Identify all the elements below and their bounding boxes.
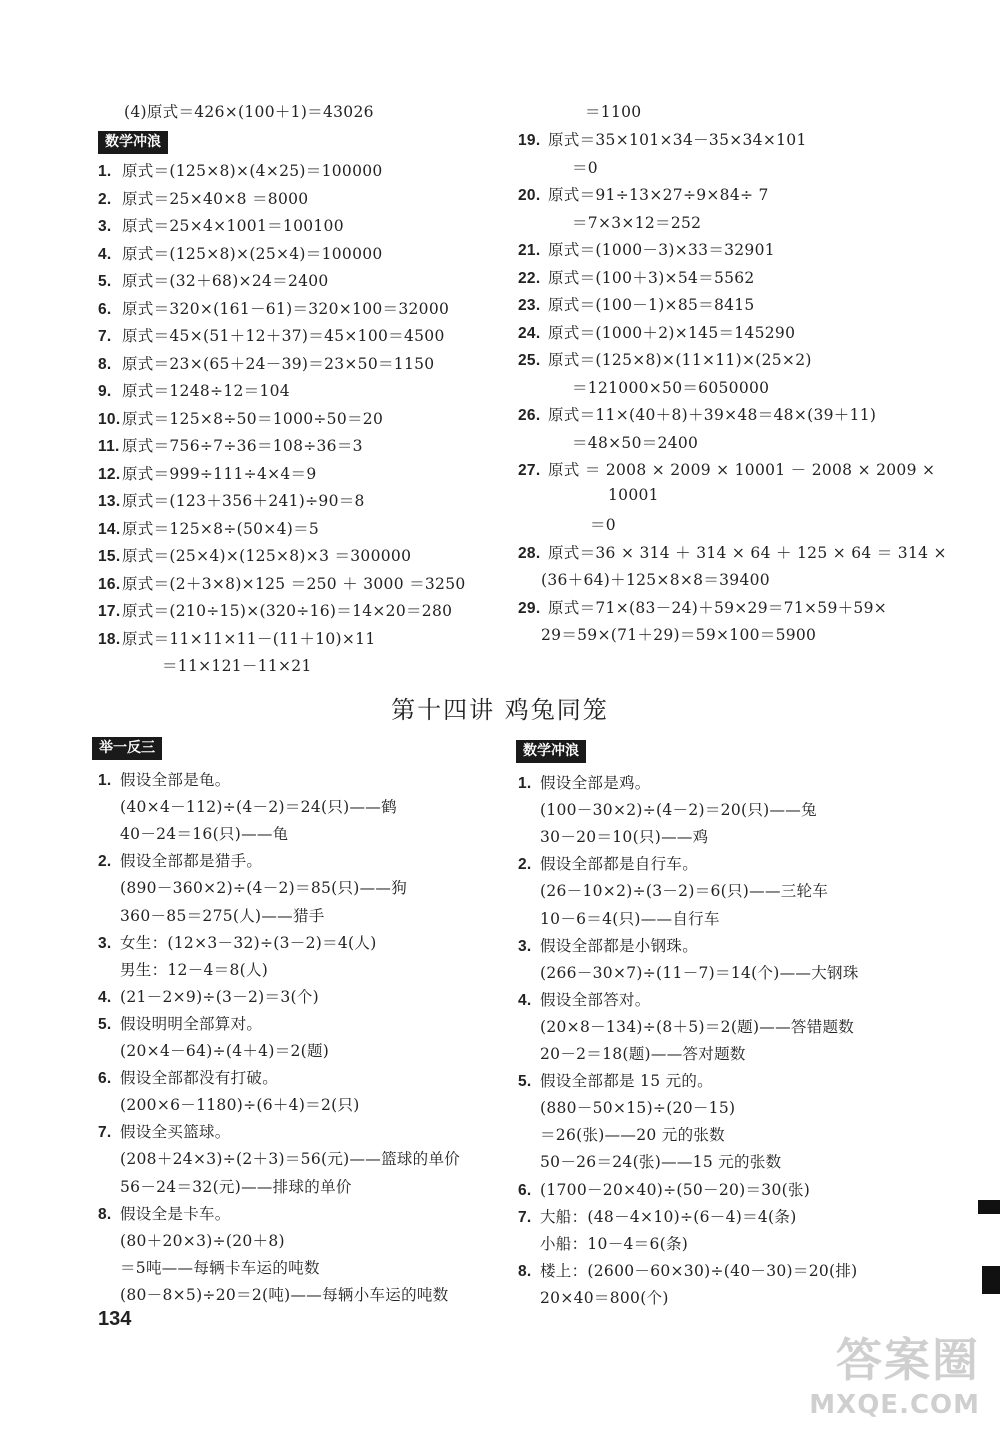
item-text: 原式＝(25×4)×(125×8)×3 ＝300000 [122,547,412,565]
item-text: 原式＝35×101×34－35×34×101 [548,131,807,149]
list-item [98,352,434,374]
item-number: 16. [98,575,121,593]
item-text: 56－24＝32(元)——排球的单价 [120,1177,352,1196]
item-text: (80－8×5)÷20＝2(吨)——每辆小车运的吨数 [120,1285,449,1304]
item-text: 原式＝(125×8)×(11×11)×(25×2) [548,351,812,369]
list-item [120,1093,360,1115]
item-text: 小船：10－4＝6(条) [540,1234,689,1253]
list-item [518,988,651,1010]
list-item [518,403,876,425]
item-text: ＝0 [572,158,598,177]
list-item [540,879,828,901]
item-text: 原式＝36 × 314 ＋ 314 × 64 ＋ 125 × 64 ＝ 314 × [548,543,947,562]
left-top-first-line: (4)原式＝426×(100＋1)＝43026 [124,103,374,121]
item-text: 原式＝23×(65＋24－39)＝23×50＝1150 [122,354,435,373]
item-number: 2. [98,853,112,871]
section-title: 第十四讲 鸡兔同笼 [391,696,609,724]
item-text: 原式 ＝ 2008 × 2009 × 10001 － 2008 × 2009 × [548,461,936,479]
item-text: 男生：12－4＝8(人) [120,960,269,979]
item-number: 9. [98,383,112,400]
page-number: 134 [98,1308,132,1330]
list-item [540,798,817,820]
item-text: 假设全是卡车。 [120,1204,231,1223]
item-text: 假设全部都是自行车。 [540,855,699,874]
list-item [518,293,755,315]
list-item [120,795,397,817]
list-item [540,1232,688,1254]
item-number: 2. [518,856,532,874]
item-number: 24. [518,324,541,342]
item-text: (20×8－134)÷(8＋5)＝2(题)——答错题数 [540,1017,855,1036]
watermark-url: MXQE.COM [809,1390,980,1420]
item-number: 25. [518,352,541,369]
item-text: 20×40＝800(个) [540,1288,669,1307]
list-item [518,458,935,480]
item-text: (890－360×2)÷(4－2)＝85(只)——狗 [120,879,408,898]
item-text: 原式＝1248÷12＝104 [122,382,290,400]
item-text: 假设全部都是小钢珠。 [540,936,699,955]
item-text: 女生：(12×3－32)÷(3－2)＝4(人) [120,933,377,952]
list-item [518,1205,797,1227]
item-number: 27. [518,462,541,479]
item-text: (36＋64)＋125×8×8＝39400 [541,571,770,589]
item-number: 21. [518,242,541,259]
item-number: 4. [98,988,112,1006]
list-item [98,159,383,181]
list-item [120,904,325,926]
list-item [98,407,383,429]
item-number: 12. [98,465,121,483]
item-number: 4. [98,245,112,263]
item-number: 5. [98,273,112,290]
list-item [98,242,383,264]
item-number: 10. [98,410,121,428]
item-text: 原式＝25×4×1001＝100100 [122,217,344,235]
item-number: 5. [518,1073,532,1091]
item-text: 30－20＝10(只)——鸡 [540,828,709,847]
list-item [98,849,262,871]
list-item [98,599,452,621]
item-text: 假设全部是鸡。 [540,774,651,792]
edge-mark-top [978,1200,1000,1214]
item-text: 原式＝999÷111÷4×4＝9 [122,464,317,483]
list-item [120,958,268,980]
list-item [518,541,947,563]
item-text: 假设全部都是猎手。 [120,852,263,871]
item-number: 5. [98,1015,112,1033]
list-item [120,1175,352,1197]
list-item [120,1147,460,1169]
item-number: 3. [518,937,532,955]
item-number: 6. [518,1181,532,1199]
item-text: 原式＝71×(83－24)＋59×29＝71×59＋59× [548,598,888,617]
left-top-cont-18: ＝11×121－11×21 [162,657,312,675]
item-number: 13. [98,493,121,510]
item-number: 3. [98,934,112,952]
item-text: 原式＝125×8÷(50×4)＝5 [122,519,320,538]
list-item [518,771,651,793]
list-item [98,187,308,209]
item-text: 29＝59×(71＋29)＝59×100＝5900 [541,626,817,644]
item-number: 6. [98,300,112,318]
item-text: 假设全部都没有打破。 [120,1069,279,1088]
item-number: 7. [98,1124,112,1142]
list-item [590,513,616,535]
item-text: 原式＝(125×8)×(4×25)＝100000 [122,162,383,180]
item-number: 8. [98,355,112,373]
item-text: (20×4－64)÷(4＋4)＝2(题) [120,1042,330,1060]
list-item [572,431,698,453]
item-text: ＝5吨——每辆卡车运的吨数 [120,1258,320,1277]
watermark [809,1324,980,1420]
item-text: (40×4－112)÷(4－2)＝24(只)——鹤 [120,798,397,817]
item-text: 原式＝756÷7÷36＝108÷36＝3 [122,437,363,455]
item-number: 7. [98,328,112,345]
item-number: 14. [98,520,121,538]
list-item [98,985,319,1007]
item-text: 10001 [608,485,659,504]
list-item [518,852,698,874]
section-tag-examples: 举一反三 [92,737,162,760]
item-text: ＝48×50＝2400 [572,433,699,452]
item-text: (200×6－1180)÷(6＋4)＝2(只) [120,1096,360,1115]
list-item [98,572,466,594]
list-item [98,1202,231,1224]
list-item [518,266,755,288]
list-item [540,961,859,983]
list-item [540,825,708,847]
item-number: 29. [518,599,541,617]
item-text: ＝121000×50＝6050000 [572,378,770,397]
list-item [98,324,445,346]
list-item [98,214,344,236]
list-item [120,822,288,844]
list-item [98,931,377,953]
item-text: 360－85＝275(人)——猎手 [120,906,325,925]
item-number: 17. [98,603,121,620]
item-number: 8. [518,1262,532,1280]
item-number: 26. [518,407,541,424]
item-text: 原式＝(100－1)×85＝8415 [548,296,755,314]
list-item [98,544,411,566]
item-text: 原式＝(2＋3×8)×125 ＝250 ＋ 3000 ＝3250 [122,574,466,593]
list-item [120,876,407,898]
item-text: ＝7×3×12＝252 [572,213,702,232]
item-text: (1700－20×40)÷(50－20)＝30(张) [540,1180,811,1199]
list-item [518,128,807,150]
item-text: 假设明明全部算对。 [120,1014,263,1033]
list-item [518,1259,858,1281]
list-item [540,1123,725,1145]
item-text: 假设全部都是 15 元的。 [540,1072,713,1091]
item-text: 原式＝91÷13×27÷9×84÷ 7 [548,186,769,204]
item-number: 1. [518,775,532,792]
item-text: 原式＝(125×8)×(25×4)＝100000 [122,244,383,263]
item-text: (21－2×9)÷(3－2)＝3(个) [120,987,319,1006]
list-item [572,156,598,178]
item-text: 40－24＝16(只)——龟 [120,825,289,844]
item-text: (208＋24×3)÷(2＋3)＝56(元)——篮球的单价 [120,1150,461,1169]
item-text: 原式＝320×(161－61)＝320×100＝32000 [122,299,450,318]
item-text: 20－2＝18(题)——答对题数 [540,1045,746,1063]
item-number: 11. [98,438,120,455]
item-number: 6. [98,1070,112,1088]
list-item [540,1042,746,1064]
item-text: 原式＝25×40×8 ＝8000 [122,189,309,208]
item-text: 原式＝(1000＋2)×145＝145290 [548,323,796,342]
list-item [120,1256,320,1278]
item-text: 假设全买篮球。 [120,1123,231,1142]
item-number: 20. [518,187,541,204]
item-text: 楼上：(2600－60×30)÷(40－30)＝20(排) [540,1261,858,1280]
item-number: 28. [518,544,541,562]
item-text: (80＋20×3)÷(20＋8) [120,1231,285,1250]
item-text: (880－50×15)÷(20－15) [540,1099,736,1118]
list-item [98,1012,262,1034]
item-text: (266－30×7)÷(11－7)＝14(个)——大钢珠 [540,963,859,982]
right-top-first-line: ＝1100 [585,103,642,121]
item-text: 原式＝11×11×11－(11＋10)×11 [122,629,376,648]
item-text: 原式＝(123＋356＋241)÷90＝8 [122,492,365,510]
item-text: 10－6＝4(只)——自行车 [540,909,720,928]
list-item [540,1286,669,1308]
item-text: 原式＝11×(40＋8)＋39×48＝48×(39＋11) [548,406,877,424]
list-item [572,211,701,233]
item-text: 原式＝45×(51＋12＋37)＝45×100＝4500 [122,327,445,345]
item-text: 原式＝(1000－3)×33＝32901 [548,241,775,259]
item-text: (26－10×2)÷(3－2)＝6(只)——三轮车 [540,882,829,901]
list-item [540,1015,854,1037]
list-item [518,1069,713,1091]
section-tag-math-surf-top: 数学冲浪 [98,131,168,154]
watermark-logo-text: 答案圈 [836,1333,980,1387]
list-item [540,1096,735,1118]
item-text: 原式＝(32＋68)×24＝2400 [122,272,329,290]
list-item [608,486,659,504]
item-text: 原式＝125×8÷50＝1000÷50＝20 [122,409,384,428]
list-item [98,379,290,401]
list-item [540,1150,781,1172]
list-item [120,1283,449,1305]
item-number: 22. [518,269,541,287]
list-item [98,1120,231,1142]
item-number: 7. [518,1208,532,1226]
list-item [98,489,365,511]
edge-mark-bottom [982,1266,1000,1294]
item-number: 23. [518,297,541,314]
item-number: 1. [98,163,112,180]
list-item [98,297,449,319]
list-item [98,1066,278,1088]
list-item [518,1178,810,1200]
list-item [518,934,698,956]
list-item [98,269,329,291]
item-text: 大船：(48－4×10)÷(6－4)＝4(条) [540,1207,797,1226]
item-text: 假设全部是龟。 [120,771,231,789]
list-item [518,321,795,343]
list-item [540,907,720,929]
list-item [98,627,376,649]
list-item [98,434,363,456]
list-item [541,568,770,590]
item-number: 4. [518,991,532,1009]
list-item [541,623,816,645]
list-item [120,1039,329,1061]
list-item [98,462,317,484]
item-text: 原式＝(100＋3)×54＝5562 [548,268,755,287]
list-item [518,183,769,205]
list-item [518,596,887,618]
item-number: 3. [98,218,112,235]
list-item [572,376,769,398]
item-text: 原式＝(210÷15)×(320÷16)＝14×20＝280 [122,602,453,620]
item-text: ＝0 [590,516,616,534]
item-number: 19. [518,132,541,149]
item-number: 18. [98,630,121,648]
section-tag-math-surf-bottom: 数学冲浪 [516,740,586,763]
list-item [98,517,319,539]
item-text: (100－30×2)÷(4－2)＝20(只)——兔 [540,801,817,820]
item-number: 1. [98,772,112,789]
item-number: 15. [98,548,121,565]
list-item [98,768,231,790]
item-number: 8. [98,1205,112,1223]
item-text: 假设全部答对。 [540,990,651,1009]
item-text: ＝26(张)——20 元的张数 [540,1126,725,1145]
item-text: 50－26＝24(张)——15 元的张数 [540,1153,782,1172]
list-item [518,238,775,260]
item-number: 2. [98,190,112,208]
list-item [120,1229,285,1251]
list-item [518,348,812,370]
